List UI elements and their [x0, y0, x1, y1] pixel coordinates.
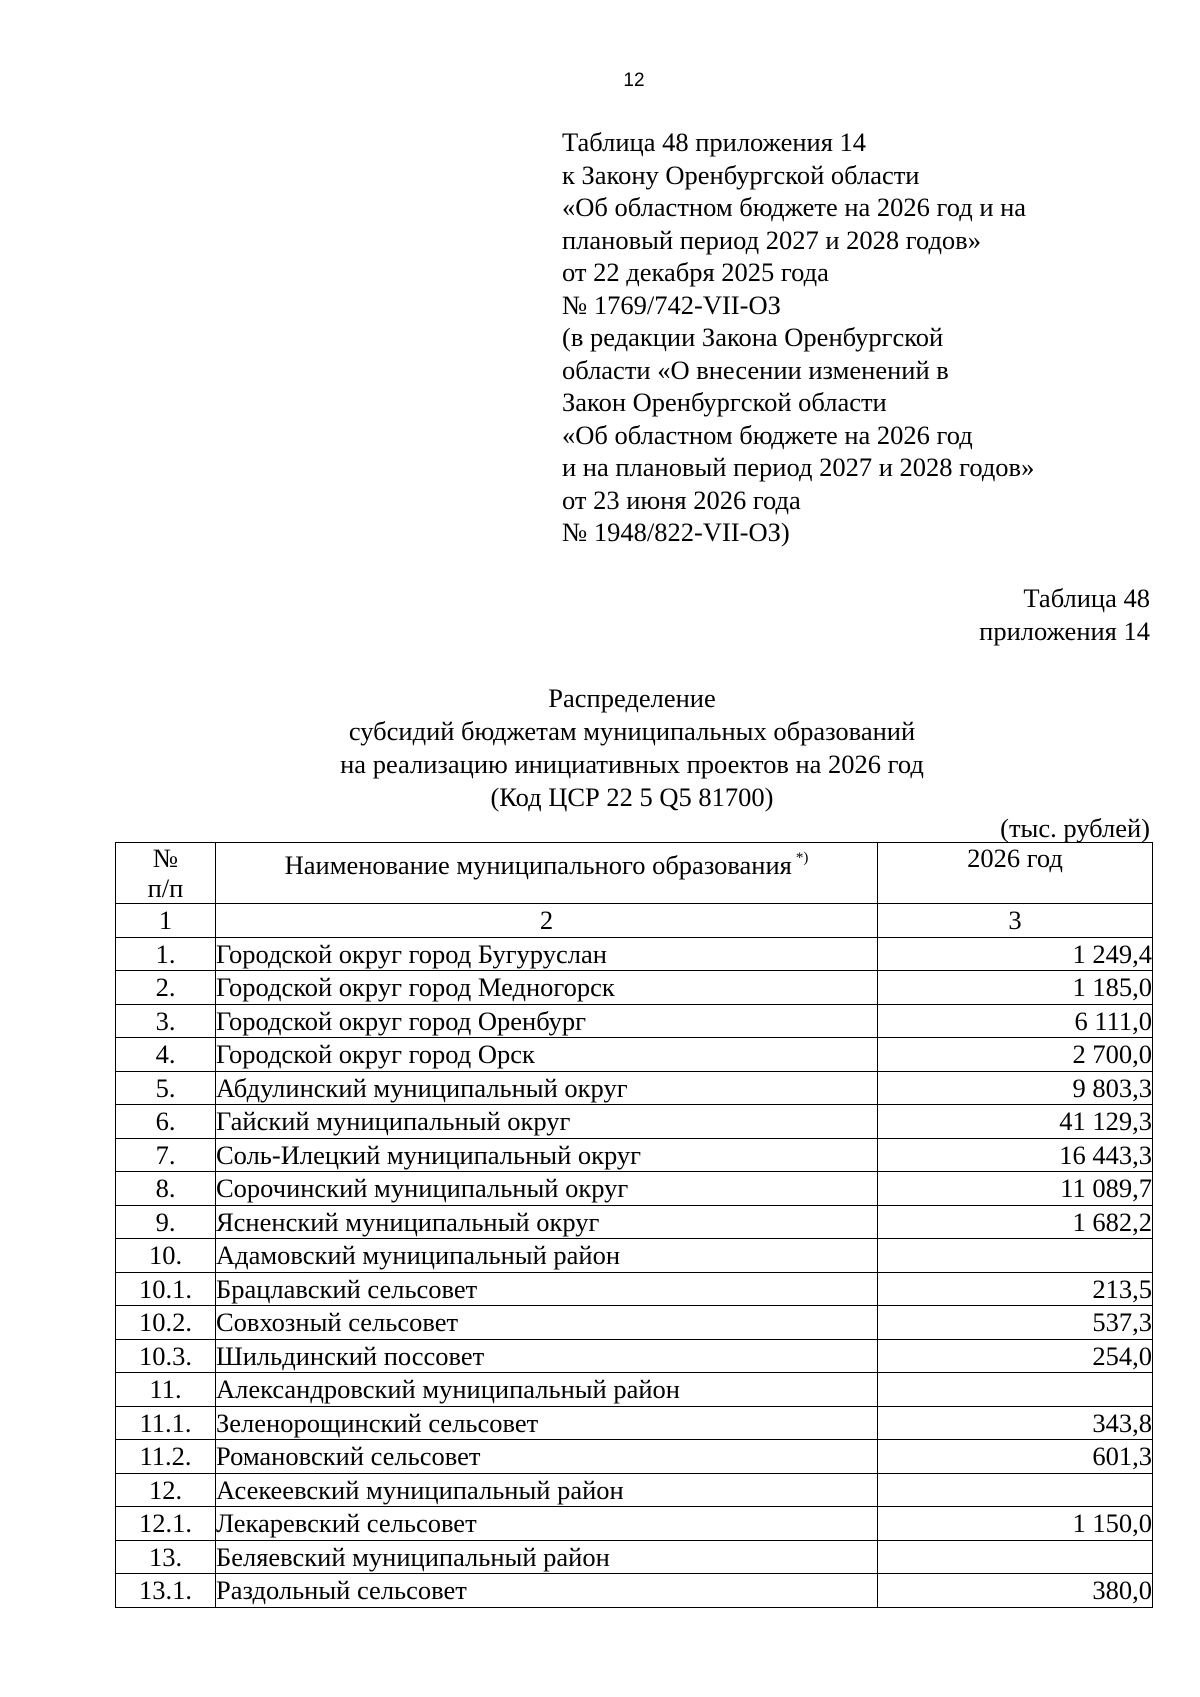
- subsidy-amount: 41 129,3: [878, 1105, 1153, 1139]
- column-header-name: [216, 843, 878, 904]
- row-number: 11.: [116, 1373, 216, 1407]
- header-line: «Об областном бюджете на 2026 год: [562, 419, 973, 450]
- row-number: 10.3.: [116, 1339, 216, 1373]
- header-line: № 1769/742-VII-ОЗ: [562, 289, 781, 320]
- header-line: плановый период 2027 и 2028 годов»: [562, 224, 981, 255]
- header-line: Закон Оренбургской области: [562, 387, 887, 417]
- table-row: [116, 971, 1153, 1005]
- municipality-name: Беляевский муниципальный район: [216, 1540, 878, 1574]
- table-row: [116, 1239, 1153, 1273]
- document-header: [562, 126, 1162, 549]
- table-row: [116, 1105, 1153, 1139]
- municipality-name: Городской округ город Медногорск: [216, 971, 878, 1005]
- header-line: «Об областном бюджете на 2026 год и на: [562, 192, 1027, 222]
- subsidy-amount: 11 089,7: [878, 1172, 1153, 1206]
- subsidy-amount: 2 700,0: [878, 1038, 1153, 1072]
- subsidy-amount: [878, 1239, 1153, 1273]
- subsidy-amount: 213,5: [878, 1272, 1153, 1306]
- page-number: 12: [623, 70, 645, 91]
- row-number: 1.: [116, 937, 216, 971]
- municipality-name: Адамовский муниципальный район: [216, 1239, 878, 1273]
- subsidy-amount: 343,8: [878, 1406, 1153, 1440]
- table-row: [116, 1172, 1153, 1206]
- subsidy-amount: 601,3: [878, 1440, 1153, 1474]
- table-row: [116, 1038, 1153, 1072]
- table-ref-line: Таблица 48: [1023, 583, 1150, 613]
- row-number: 13.1.: [116, 1574, 216, 1608]
- row-number: 11.1.: [116, 1406, 216, 1440]
- row-number: 8.: [116, 1172, 216, 1206]
- subsidy-amount: 1 249,4: [878, 937, 1153, 971]
- header-line: № 1948/822-VII-ОЗ): [562, 517, 790, 547]
- municipality-name: Совхозный сельсовет: [216, 1306, 878, 1340]
- municipality-name: Асекеевский муниципальный район: [216, 1473, 878, 1507]
- municipality-name: Ясненский муниципальный округ: [216, 1205, 878, 1239]
- table-row: [116, 1540, 1153, 1574]
- subsidy-amount: [878, 1373, 1153, 1407]
- header-line: к Закону Оренбургской области: [562, 159, 920, 190]
- subsidy-amount: 1 185,0: [878, 971, 1153, 1005]
- municipality-name: Городской округ город Бугуруслан: [216, 937, 878, 971]
- table-row: [116, 1373, 1153, 1407]
- municipality-name: Александровский муниципальный район: [216, 1373, 878, 1407]
- table-row: [116, 1507, 1153, 1541]
- table-row: [116, 1574, 1153, 1608]
- table-ref-line: приложения 14: [979, 616, 1150, 646]
- table-row: [116, 1004, 1153, 1038]
- row-number: 12.1.: [116, 1507, 216, 1541]
- header-line: Таблица 48 приложения 14: [562, 127, 867, 157]
- document-title: [112, 682, 1152, 814]
- table-row: [116, 1473, 1153, 1507]
- column-header-number-line1: №: [152, 843, 179, 873]
- row-number: 9.: [116, 1205, 216, 1239]
- row-number: 3.: [116, 1004, 216, 1038]
- subsidy-amount: 6 111,0: [878, 1004, 1153, 1038]
- row-number: 4.: [116, 1038, 216, 1072]
- subsidy-amount: 9 803,3: [878, 1071, 1153, 1105]
- table-header-row: [116, 843, 1153, 904]
- title-line: на реализацию инициативных проектов на 2026 год: [340, 749, 924, 779]
- municipality-name: Городской округ город Орск: [216, 1038, 878, 1072]
- column-header-number-line2: п/п: [147, 873, 184, 903]
- table-row: [116, 1205, 1153, 1239]
- municipality-name: Брацлавский сельсовет: [216, 1272, 878, 1306]
- table-row: [116, 1071, 1153, 1105]
- municipality-name: Лекаревский сельсовет: [216, 1507, 878, 1541]
- title-line: (Код ЦСР 22 5 Q5 81700): [490, 782, 774, 812]
- row-number: 6.: [116, 1105, 216, 1139]
- municipality-name: Романовский сельсовет: [216, 1440, 878, 1474]
- table-row: [116, 1339, 1153, 1373]
- footnote-mark: *): [795, 850, 809, 866]
- header-line: от 22 декабря 2025 года: [562, 257, 829, 287]
- row-number: 11.2.: [116, 1440, 216, 1474]
- municipality-name: Гайский муниципальный округ: [216, 1105, 878, 1139]
- municipality-name: Шильдинский поссовет: [216, 1339, 878, 1373]
- municipality-name: Городской округ город Оренбург: [216, 1004, 878, 1038]
- distribution-table: [115, 842, 1153, 1608]
- subsidy-amount: [878, 1540, 1153, 1574]
- column-index-row: [116, 904, 1153, 938]
- header-line: (в редакции Закона Оренбургской: [562, 322, 944, 352]
- row-number: 12.: [116, 1473, 216, 1507]
- column-index: 3: [878, 904, 1153, 938]
- title-line: Распределение: [548, 683, 716, 713]
- subsidy-amount: 1 682,2: [878, 1205, 1153, 1239]
- subsidy-amount: 380,0: [878, 1574, 1153, 1608]
- row-number: 10.: [116, 1239, 216, 1273]
- table-row: [116, 1440, 1153, 1474]
- municipality-name: Раздольный сельсовет: [216, 1574, 878, 1608]
- municipality-name: Зеленорощинский сельсовет: [216, 1406, 878, 1440]
- municipality-name: Абдулинский муниципальный округ: [216, 1071, 878, 1105]
- table-reference: [979, 582, 1150, 648]
- row-number: 2.: [116, 971, 216, 1005]
- subsidy-amount: 1 150,0: [878, 1507, 1153, 1541]
- header-line: области «О внесении изменений в: [562, 354, 949, 385]
- title-line: субсидий бюджетам муниципальных образований: [348, 716, 916, 746]
- table-row: [116, 937, 1153, 971]
- row-number: 10.2.: [116, 1306, 216, 1340]
- column-header-name-text: Наименование муниципального образования: [284, 850, 792, 880]
- row-number: 13.: [116, 1540, 216, 1574]
- table-row: [116, 1272, 1153, 1306]
- municipality-name: Сорочинский муниципальный округ: [216, 1172, 878, 1206]
- units-label: (тыс. рублей): [1000, 813, 1150, 843]
- table-row: [116, 1138, 1153, 1172]
- municipality-name: Соль-Илецкий муниципальный округ: [216, 1138, 878, 1172]
- subsidy-amount: 16 443,3: [878, 1138, 1153, 1172]
- row-number: 10.1.: [116, 1272, 216, 1306]
- header-line: и на плановый период 2027 и 2028 годов»: [562, 452, 1035, 482]
- column-index: 2: [216, 904, 878, 938]
- table-row: [116, 1406, 1153, 1440]
- row-number: 7.: [116, 1138, 216, 1172]
- header-line: от 23 июня 2026 года: [562, 484, 801, 515]
- subsidy-amount: 254,0: [878, 1339, 1153, 1373]
- column-index: 1: [116, 904, 216, 938]
- column-header-year: 2026 год: [878, 843, 1153, 904]
- subsidy-amount: [878, 1473, 1153, 1507]
- table-row: [116, 1306, 1153, 1340]
- column-header-number: [116, 843, 216, 904]
- row-number: 5.: [116, 1071, 216, 1105]
- subsidy-amount: 537,3: [878, 1306, 1153, 1340]
